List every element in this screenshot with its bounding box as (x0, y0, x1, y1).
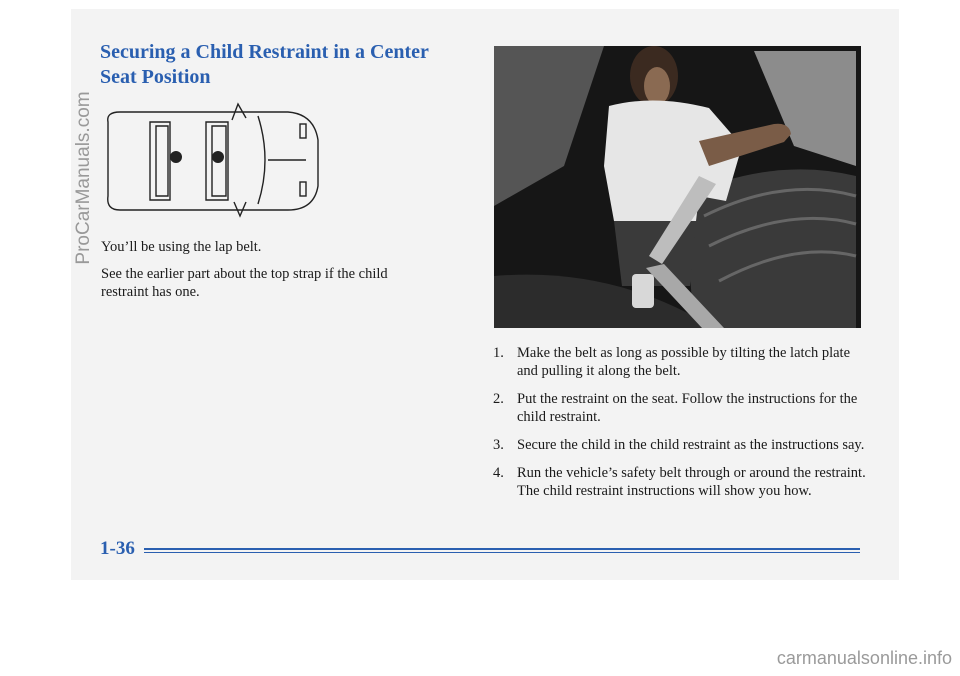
body-paragraph: You’ll be using the lap belt. (101, 239, 262, 255)
step-item (493, 344, 873, 380)
rear-seat (150, 122, 170, 200)
watermark-text: ProCarManuals.com (73, 91, 94, 265)
tail-light-top (300, 124, 306, 138)
body-paragraph: See the earlier part about the top strap if the child restraint has one. (101, 266, 388, 300)
step-number: 3. (493, 437, 504, 453)
center-seat-marker-front (212, 151, 224, 163)
footer-site-text: carmanualsonline.info (776, 648, 952, 668)
step-number: 4. (493, 465, 504, 481)
car-seating-diagram (100, 100, 322, 218)
step-number: 2. (493, 391, 504, 407)
woman-fastening-belt-photo (494, 46, 861, 328)
instruction-steps (493, 344, 873, 510)
latch-plate (632, 274, 654, 308)
section-heading: Securing a Child Restraint in a Center Seat Position (100, 41, 429, 88)
tail-light-bottom (300, 182, 306, 196)
windshield (258, 116, 265, 204)
step-item (493, 464, 873, 500)
step-text: Secure the child in the child restraint as the instructions say. (517, 437, 865, 453)
page-number: 1-36 (100, 538, 135, 559)
step-text: Put the restraint on the seat. Follow the instructions for the child restraint. (517, 391, 858, 425)
step-text: Make the belt as long as possible by tilting the latch plate and pulling it along the belt. (517, 345, 851, 379)
rear-seat-back (156, 126, 168, 196)
footer-rule-thin (144, 552, 860, 553)
step-number: 1. (493, 345, 504, 361)
step-item (493, 390, 873, 426)
step-item (493, 436, 873, 454)
footer-rule (144, 548, 860, 550)
door-open-bottom (234, 202, 246, 216)
step-text: Run the vehicle’s safety belt through or around the restraint. The child restraint instructions will show you how. (517, 465, 866, 499)
center-seat-marker-rear (170, 151, 182, 163)
intro-text (101, 238, 431, 310)
